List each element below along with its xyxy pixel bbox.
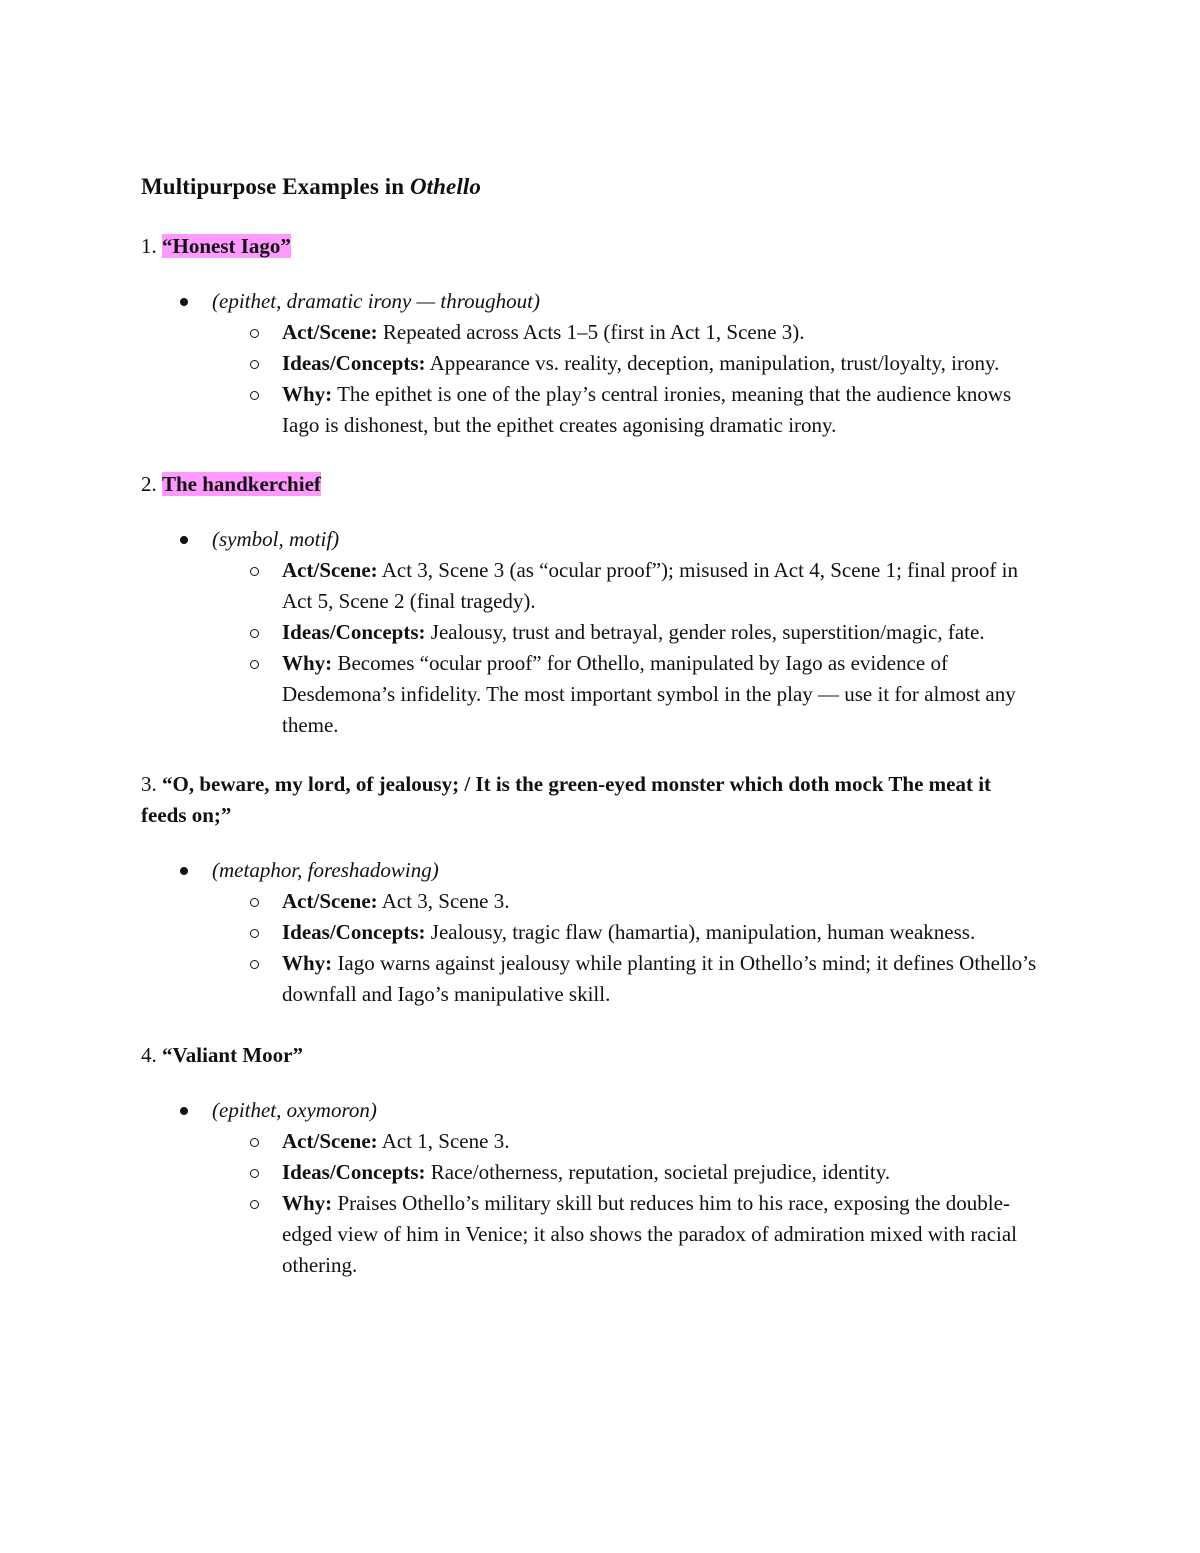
sub-item xyxy=(141,648,1041,741)
entry-devices xyxy=(141,524,1041,555)
entry-heading xyxy=(141,231,1041,262)
sub-item-text: Appearance vs. reality, deception, manipulation, trust/loyalty, irony. xyxy=(429,351,1000,375)
sub-item-label: Act/Scene: xyxy=(282,320,378,344)
sub-item xyxy=(141,555,1041,617)
entry-number: 2. xyxy=(141,472,157,496)
sub-item-label: Ideas/Concepts: xyxy=(282,1160,426,1184)
entry-heading-text: “Honest Iago” xyxy=(162,234,291,258)
entry-4 xyxy=(141,1040,1041,1281)
entry-devices xyxy=(141,855,1041,886)
entry-heading xyxy=(141,769,1041,831)
filled-bullet-icon xyxy=(180,1107,188,1115)
hollow-bullet-icon xyxy=(250,660,259,669)
hollow-bullet-icon xyxy=(250,1200,259,1209)
sub-item xyxy=(141,348,1041,379)
entry-devices-text: (symbol, motif) xyxy=(212,527,340,551)
title-play-name: Othello xyxy=(409,174,481,199)
sub-item-text: Iago warns against jealousy while planting it in Othello’s mind; it defines Othello’s downfall and Iago’s manipulative skill. xyxy=(282,951,1037,1006)
document-page xyxy=(141,170,1041,1281)
sub-item-text: Race/otherness, reputation, societal prejudice, identity. xyxy=(430,1160,891,1184)
entry-1 xyxy=(141,231,1041,441)
entry-devices xyxy=(141,1095,1041,1126)
hollow-bullet-icon xyxy=(250,898,259,907)
document-title xyxy=(141,170,1041,204)
sub-item-text: Act 3, Scene 3 (as “ocular proof”); misused in Act 4, Scene 1; final proof in Act 5, Scene 2 (final tragedy). xyxy=(282,558,1018,613)
hollow-bullet-icon xyxy=(250,391,259,400)
entry-heading xyxy=(141,469,1041,500)
hollow-bullet-icon xyxy=(250,329,259,338)
sub-item-text: Jealousy, tragic flaw (hamartia), manipulation, human weakness. xyxy=(430,920,976,944)
sub-item xyxy=(141,379,1041,441)
sub-item-label: Act/Scene: xyxy=(282,1129,378,1153)
entry-number: 1. xyxy=(141,234,157,258)
sub-item-label: Act/Scene: xyxy=(282,558,378,582)
sub-item-text: Praises Othello’s military skill but reduces him to his race, exposing the double-edged view of him in Venice; it also shows the paradox of admiration mixed with racial othering. xyxy=(282,1191,1018,1277)
hollow-bullet-icon xyxy=(250,629,259,638)
entry-devices-text: (epithet, dramatic irony — throughout) xyxy=(212,289,540,313)
filled-bullet-icon xyxy=(180,298,188,306)
sub-item-label: Ideas/Concepts: xyxy=(282,620,426,644)
sub-item-text: Repeated across Acts 1–5 (first in Act 1, Scene 3). xyxy=(382,320,805,344)
sub-item xyxy=(141,917,1041,948)
hollow-bullet-icon xyxy=(250,929,259,938)
sub-item-text: Act 1, Scene 3. xyxy=(381,1129,510,1153)
sub-item-label: Why: xyxy=(282,951,333,975)
entry-number: 3. xyxy=(141,772,157,796)
entry-heading-text: “O, beware, my lord, of jealousy; / It is the green-eyed monster which doth mock The meat it feeds on;” xyxy=(141,772,992,827)
sub-item xyxy=(141,886,1041,917)
filled-bullet-icon xyxy=(180,536,188,544)
entries-list xyxy=(141,231,1041,1281)
entry-heading xyxy=(141,1040,1041,1071)
entry-number: 4. xyxy=(141,1043,157,1067)
sub-item-text: Act 3, Scene 3. xyxy=(381,889,510,913)
sub-item xyxy=(141,1157,1041,1188)
hollow-bullet-icon xyxy=(250,360,259,369)
sub-item-text: The epithet is one of the play’s central ironies, meaning that the audience knows Iago is dishonest, but the epithet creates agonising dramatic irony. xyxy=(282,382,1012,437)
sub-item xyxy=(141,1126,1041,1157)
sub-item-text: Jealousy, trust and betrayal, gender roles, superstition/magic, fate. xyxy=(430,620,985,644)
sub-item-text: Becomes “ocular proof” for Othello, manipulated by Iago as evidence of Desdemona’s infidelity. The most important symbol in the play — use it for almost any theme. xyxy=(282,651,1016,737)
hollow-bullet-icon xyxy=(250,1169,259,1178)
entry-devices xyxy=(141,286,1041,317)
hollow-bullet-icon xyxy=(250,1138,259,1147)
entry-heading-text: The handkerchief xyxy=(162,472,321,496)
sub-item-label: Ideas/Concepts: xyxy=(282,920,426,944)
sub-item-label: Act/Scene: xyxy=(282,889,378,913)
sub-item xyxy=(141,948,1041,1010)
sub-item xyxy=(141,1188,1041,1281)
entry-2 xyxy=(141,469,1041,741)
entry-devices-text: (metaphor, foreshadowing) xyxy=(212,858,439,882)
sub-item-label: Why: xyxy=(282,1191,333,1215)
sub-item xyxy=(141,317,1041,348)
sub-item-label: Why: xyxy=(282,651,333,675)
hollow-bullet-icon xyxy=(250,960,259,969)
title-prefix: Multipurpose Examples in xyxy=(141,174,410,199)
sub-item xyxy=(141,617,1041,648)
sub-item-label: Why: xyxy=(282,382,333,406)
hollow-bullet-icon xyxy=(250,567,259,576)
sub-item-label: Ideas/Concepts: xyxy=(282,351,426,375)
entry-devices-text: (epithet, oxymoron) xyxy=(212,1098,377,1122)
entry-3 xyxy=(141,769,1041,1010)
filled-bullet-icon xyxy=(180,867,188,875)
entry-heading-text: “Valiant Moor” xyxy=(162,1043,303,1067)
